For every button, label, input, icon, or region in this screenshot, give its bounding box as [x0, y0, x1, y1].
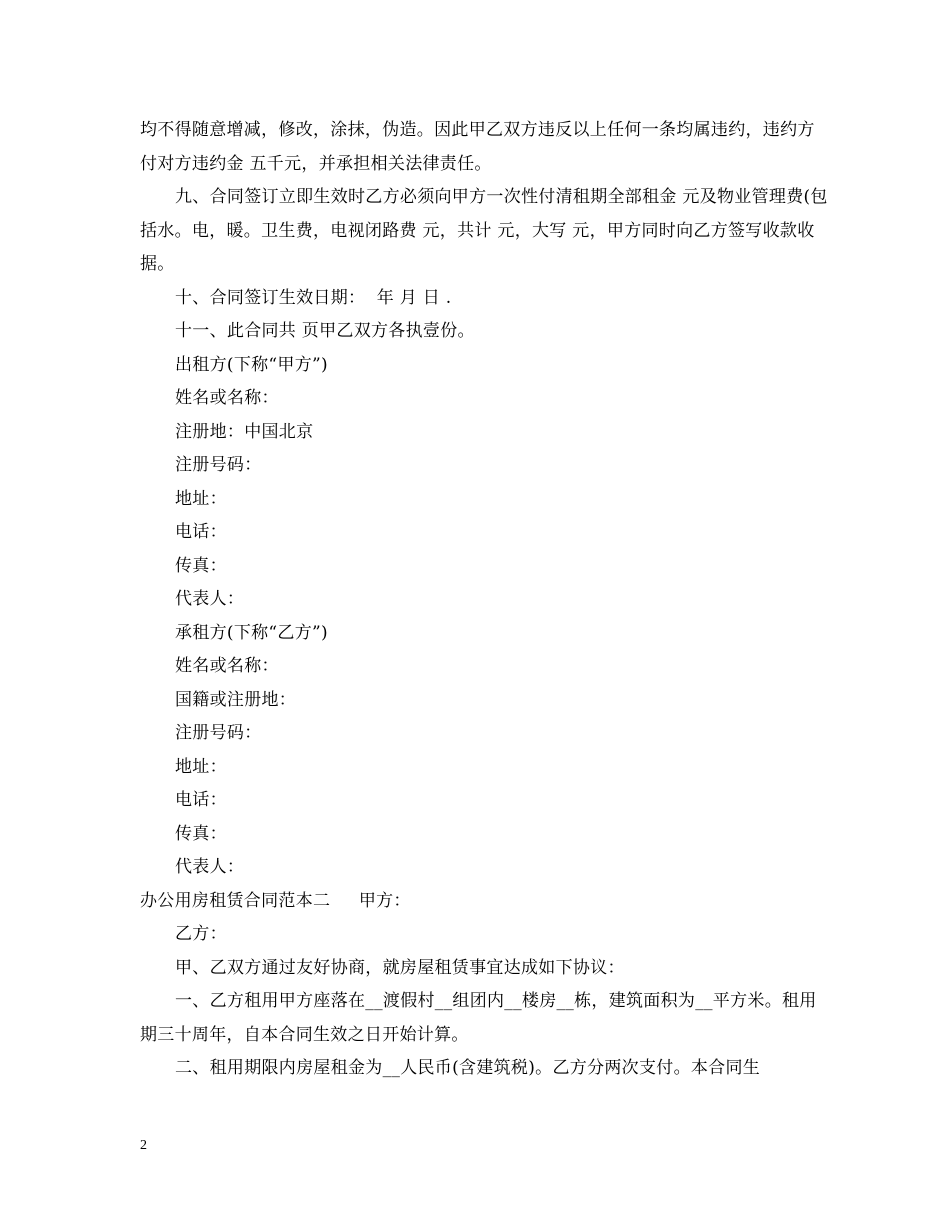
page-number: 2: [140, 1138, 147, 1153]
lessee-nationality: 国籍或注册地：: [175, 689, 297, 710]
lessor-registration-place: 注册地：中国北京: [175, 421, 314, 442]
lessor-phone: 电话：: [175, 522, 227, 542]
paragraph-penalty-clause: 均不得随意增减，修改，涂抹，伪造。因此甲乙双方违反以上任何一条均属违约，违约方付对方违约金 五千元，并承担相关法律责任。: [140, 120, 815, 174]
template-two-heading: 办公用房租赁合同范本二 甲方：: [140, 890, 411, 911]
lessee-heading: 承租方(下称“乙方”): [175, 622, 328, 643]
paragraph-clause-two: 二、租用期限内房屋租金为__人民币(含建筑税)。乙方分两次支付。本合同生: [175, 1058, 761, 1078]
lessor-representative: 代表人：: [175, 589, 245, 609]
party-b-line: 乙方：: [175, 924, 227, 944]
lessee-name-field: 姓名或名称：: [175, 656, 279, 676]
lessee-representative: 代表人：: [175, 857, 245, 877]
lessee-phone: 电话：: [175, 790, 227, 810]
lessor-name-field: 姓名或名称：: [175, 388, 279, 408]
lessee-fax: 传真：: [175, 823, 227, 844]
paragraph-clause-one: 一、乙方租用甲方座落在__渡假村__组团内__楼房__栋，建筑面积为__平方米。租用期三十周年，自本合同生效之日开始计算。: [140, 991, 817, 1045]
agreement-intro: 甲、乙双方通过友好协商，就房屋租赁事宜达成如下协议：: [175, 957, 625, 978]
paragraph-clause-eleven: 十一、此合同共 页甲乙双方各执壹份。: [175, 321, 475, 341]
paragraph-clause-nine: 九、合同签订立即生效时乙方必须向甲方一次性付清租期全部租金 元及物业管理费(包括水。电，暖。卫生费，电视闭路费 元，共计 元，大写 元，甲方同时向乙方签写收款收据。: [140, 187, 828, 274]
lessor-address: 地址：: [175, 488, 227, 509]
lessor-fax: 传真：: [175, 555, 227, 576]
lessor-registration-number: 注册号码：: [175, 455, 262, 475]
lessor-heading: 出租方(下称“甲方”): [175, 354, 328, 375]
lessee-address: 地址：: [175, 756, 227, 777]
lessee-registration-number: 注册号码：: [175, 723, 262, 743]
paragraph-clause-ten: 十、合同签订生效日期： 年 月 日 .: [175, 287, 452, 308]
document-body: [140, 114, 830, 1086]
